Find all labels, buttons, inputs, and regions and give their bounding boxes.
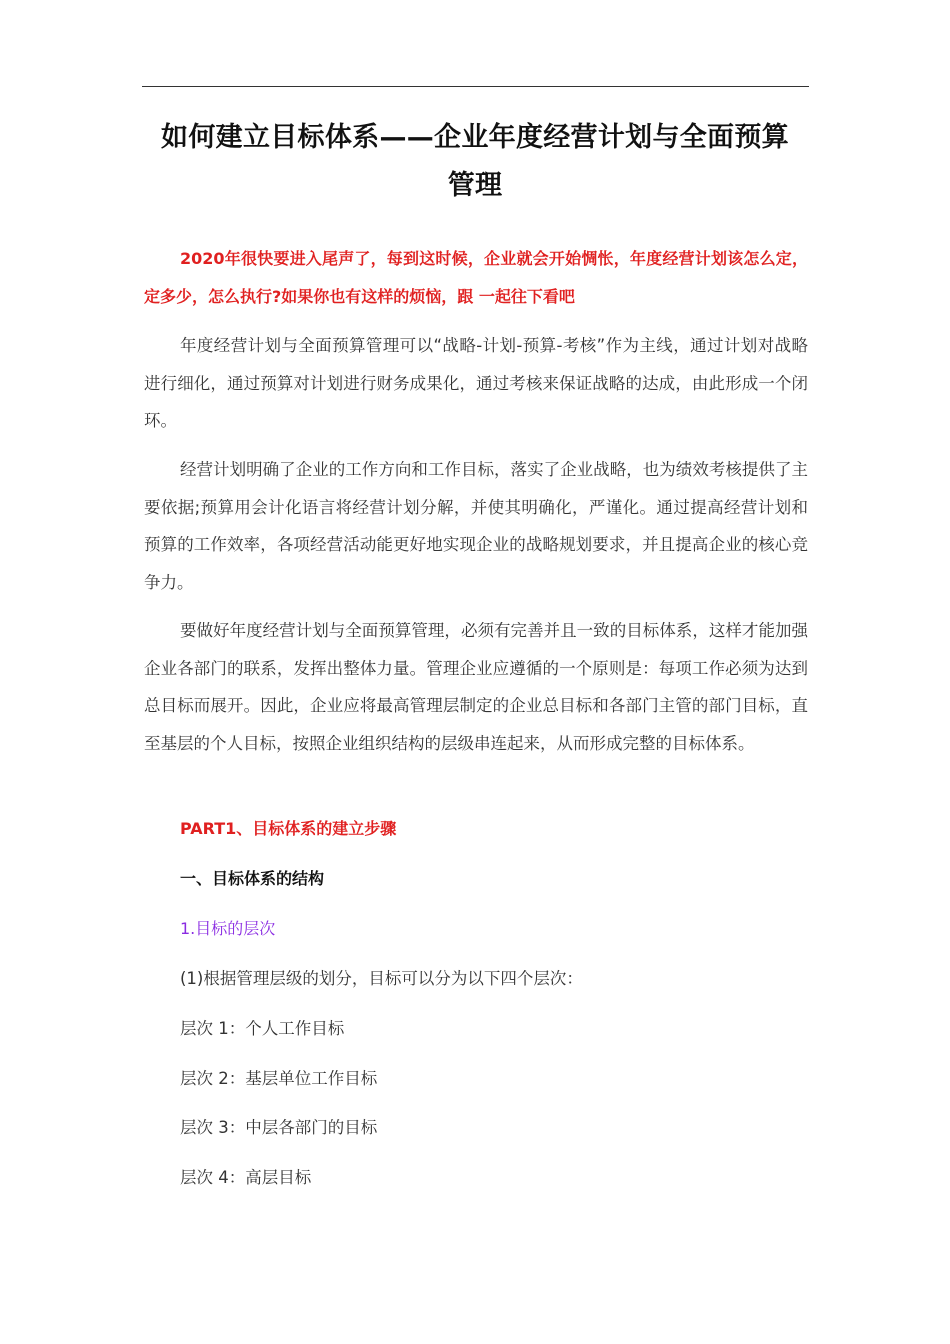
title-line-1: 如何建立目标体系——企业年度经营计划与全面预算 xyxy=(161,122,789,153)
subsection-heading: 1.目标的层次 xyxy=(180,919,276,938)
section-heading: 一、目标体系的结构 xyxy=(180,869,325,888)
level-item-1: 层次 1：个人工作目标 xyxy=(180,1019,345,1038)
level-item-4: 层次 4：高层目标 xyxy=(180,1168,312,1187)
levels-intro: (1)根据管理层级的划分，目标可以分为以下四个层次： xyxy=(180,969,583,988)
top-divider xyxy=(142,86,809,87)
title-line-2: 管理 xyxy=(447,170,503,201)
part-heading: PART1、目标体系的建立步骤 xyxy=(180,819,397,838)
body-paragraph-1: 年度经营计划与全面预算管理可以“战略-计划-预算-考核”作为主线，通过计划对战略进行细化，通过预算对计划进行财务成果化，通过考核来保证战略的达成，由此形成一个闭环。 xyxy=(144,336,808,430)
lead-paragraph: 2020年很快要进入尾声了，每到这时候，企业就会开始惆怅，年度经营计划该怎么定，定多少，怎么执行?如果你也有这样的烦恼，跟 一起往下看吧 xyxy=(144,249,808,306)
body-paragraph-3: 要做好年度经营计划与全面预算管理，必须有完善并且一致的目标体系，这样才能加强企业各部门的联系，发挥出整体力量。管理企业应遵循的一个原则是：每项工作必须为达到总目标而展开。因此，企业应将最高管理层制定的企业总目标和各部门主管的部门目标，直至基层的个人目标，按照企业组织结构的层级串连起来，从而形成完整的目标体系。 xyxy=(144,621,808,753)
document-title xyxy=(140,114,810,210)
level-item-2: 层次 2：基层单位工作目标 xyxy=(180,1069,378,1088)
body-paragraph-2: 经营计划明确了企业的工作方向和工作目标，落实了企业战略，也为绩效考核提供了主要依据;预算用会计化语言将经营计划分解，并使其明确化，严谨化。通过提高经营计划和预算的工作效率，各项经营活动能更好地实现企业的战略规划要求，并且提高企业的核心竞争力。 xyxy=(144,460,808,592)
level-item-3: 层次 3：中层各部门的目标 xyxy=(180,1118,378,1137)
